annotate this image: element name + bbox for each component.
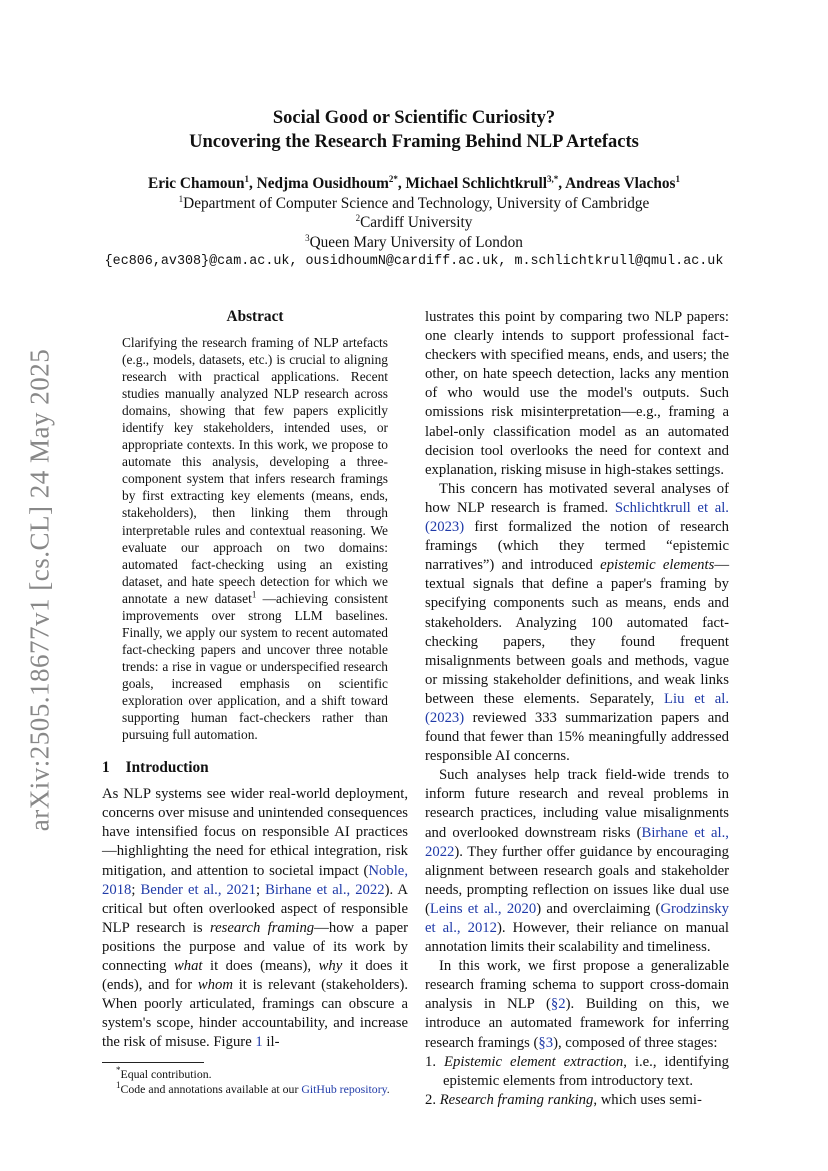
arxiv-stamp xyxy=(20,330,60,850)
body-paragraph: In this work, we first propose a generalizable research framing schema to support cross-domain analysis in NLP (§2). Building on this, we introduce an automated framework for inferring research framings (§3), composed of three stages: xyxy=(425,958,729,1051)
footnote: $^1$Code and annotations available at our GitHub repository. xyxy=(116,1080,390,1097)
affiliation: $^1$Department of Computer Science and Technology, University of Cambridge xyxy=(178,193,650,212)
author-emails: {ec806,av308}@cam.ac.uk, ousidhoumN@cardiff.ac.uk, m.schlichtkrull@qmul.ac.uk xyxy=(104,254,724,269)
section-link[interactable]: §3 xyxy=(538,1034,554,1051)
author-affil-mark: 1 xyxy=(675,173,680,184)
title-line-2: Uncovering the Research Framing Behind NLP Artefacts xyxy=(189,132,639,152)
abstract-text: Clarifying the research framing of NLP artefacts (e.g., models, datasets, etc.) is crucial to aligning research with practical applications. Recent studies manually analyzed NLP research across domains, showing that few papers explicitly identify key stakeholders, intended uses, or appropriate contexts. In this work, we propose to automate this analysis, developing a three-component system that infers research framings by first extracting key elements (means, ends, stakeholders), then linking them through interpretable rules and contextual reasoning. We evaluate our approach on two domains: automated fact-checking using an existing dataset, and hate speech detection for which we annotate a new dataset$^1$ —achieving consistent improvements over strong LLM baselines. Finally, we apply our system to recent automated fact-checking papers and uncover three notable trends: a rise in vague or underspecified research goals, increased emphasis on scientific exploration over application, and a shift toward supporting human fact-checkers rather than pursuing full automation. xyxy=(122,335,388,743)
author-name: Andreas Vlachos xyxy=(565,175,676,192)
author-name: Michael Schlichtkrull xyxy=(405,175,548,192)
body-paragraph: This concern has motivated several analyses of how NLP research is framed. Schlichtkrull et al. (2023) first formalized the notion of research framings (which they termed “epistemic narratives”) and introduced epistemic elements—textual signals that define a paper's framing by specifying components such as means, ends and stakeholders. Analyzing 100 automated fact-checking papers, they found frequent misalignments between goals and methods, vague or missing stakeholder definitions, and weak links between these elements. Separately, Liu et al. (2023) reviewed 333 summarization papers and found that fewer than 15% meaningfully addressed responsible AI concerns. xyxy=(425,480,729,765)
footnote-divider xyxy=(102,1062,204,1063)
author-block xyxy=(0,174,828,272)
body-paragraph: Such analyses help track field-wide trends to inform future research and reveal problems in research practices, including value misalignments and overlooked downstream risks (Birhane et al., 2022). They further offer guidance by encouraging alignment between research goals and stakeholder needs, prompting reflection on issues like dual use (Leins et al., 2020) and overclaiming (Grodzinsky et al., 2012). However, their reliance on manual annotation limits their scalability and timeliness. xyxy=(425,767,729,956)
arxiv-id: arXiv:2505.18677v1 [cs.CL] 24 May 2025 xyxy=(24,348,55,832)
citation-link[interactable]: Bender et al., 2021 xyxy=(140,881,256,898)
author-affil-mark: 1 xyxy=(244,173,250,184)
author-affil-mark: 3,* xyxy=(547,173,559,184)
footnote-mark[interactable]: 1 xyxy=(251,589,257,600)
author-name: Eric Chamoun xyxy=(148,175,245,192)
citation-link[interactable]: Noble, 2018 xyxy=(102,862,408,898)
right-column xyxy=(425,308,729,1110)
citation-link[interactable]: Birhane et al., 2022 xyxy=(425,824,729,860)
citation-link[interactable]: Birhane et al., 2022 xyxy=(265,881,385,898)
citation-link[interactable]: Schlichtkrull et al. (2023) xyxy=(425,499,729,536)
paper-title xyxy=(0,106,828,154)
author-list xyxy=(0,174,828,194)
author-separator: , xyxy=(558,175,566,192)
footnote: *Equal contribution. xyxy=(116,1065,212,1082)
author-separator: , xyxy=(397,175,406,192)
body-paragraph: lustrates this point by comparing two NLP papers: one clearly intends to support professional fact-checkers with specified means, ends, and users; the other, on hate speech detection, lacks any mention of who would use the model's outputs. Such omissions risk misinterpretation—e.g., framing a label-only classification model as an automated decision tool overlooks the need for context and explanation, risking misuse in high-stakes settings. xyxy=(425,309,729,478)
citation-link[interactable]: Liu et al. (2023) xyxy=(425,690,729,726)
abstract-heading: Abstract xyxy=(226,308,284,325)
title-line-1: Social Good or Scientific Curiosity? xyxy=(272,108,556,128)
figure-link[interactable]: 1 xyxy=(255,1034,263,1051)
citation-link[interactable]: Leins et al., 2020 xyxy=(429,900,537,917)
list-item: 1. Epistemic element extraction, i.e., identifying epistemic elements from introductory text. xyxy=(425,1053,729,1089)
intro-paragraph: As NLP systems see wider real-world deployment, concerns over misuse and unintended consequences have intensified focus on responsible AI practices—highlighting the need for ethical integration, risk mitigation, and attention to societal impact (Noble, 2018; Bender et al., 2021; Birhane et al., 2022). A critical but often overlooked aspect of responsible NLP research is research framing—how a paper positions the purpose and value of its work by connecting what it does (means), why it does it (ends), and for whom it is relevant (stakeholders). When poorly articulated, framings can obscure a system's scope, hinder accountability, and increase the risk of misuse. Figure 1 il- xyxy=(102,786,409,1051)
affiliation: $^2$Cardiff University xyxy=(355,212,473,231)
stage-list xyxy=(425,1053,729,1110)
affiliation: $^3$Queen Mary University of London xyxy=(305,232,523,251)
left-column xyxy=(102,308,408,1097)
github-repository-link[interactable]: GitHub repository xyxy=(301,1082,387,1097)
author-separator: , xyxy=(249,175,257,192)
section-link[interactable]: §2 xyxy=(550,996,566,1013)
author-affil-mark: 2* xyxy=(388,173,398,184)
list-item: 2. Research framing ranking, which uses semi- xyxy=(425,1091,702,1108)
author-name: Nedjma Ousidhoum xyxy=(256,175,389,192)
section-heading: 1 Introduction xyxy=(102,759,209,777)
citation-link[interactable]: Grodzinsky et al., 2012 xyxy=(425,900,729,936)
